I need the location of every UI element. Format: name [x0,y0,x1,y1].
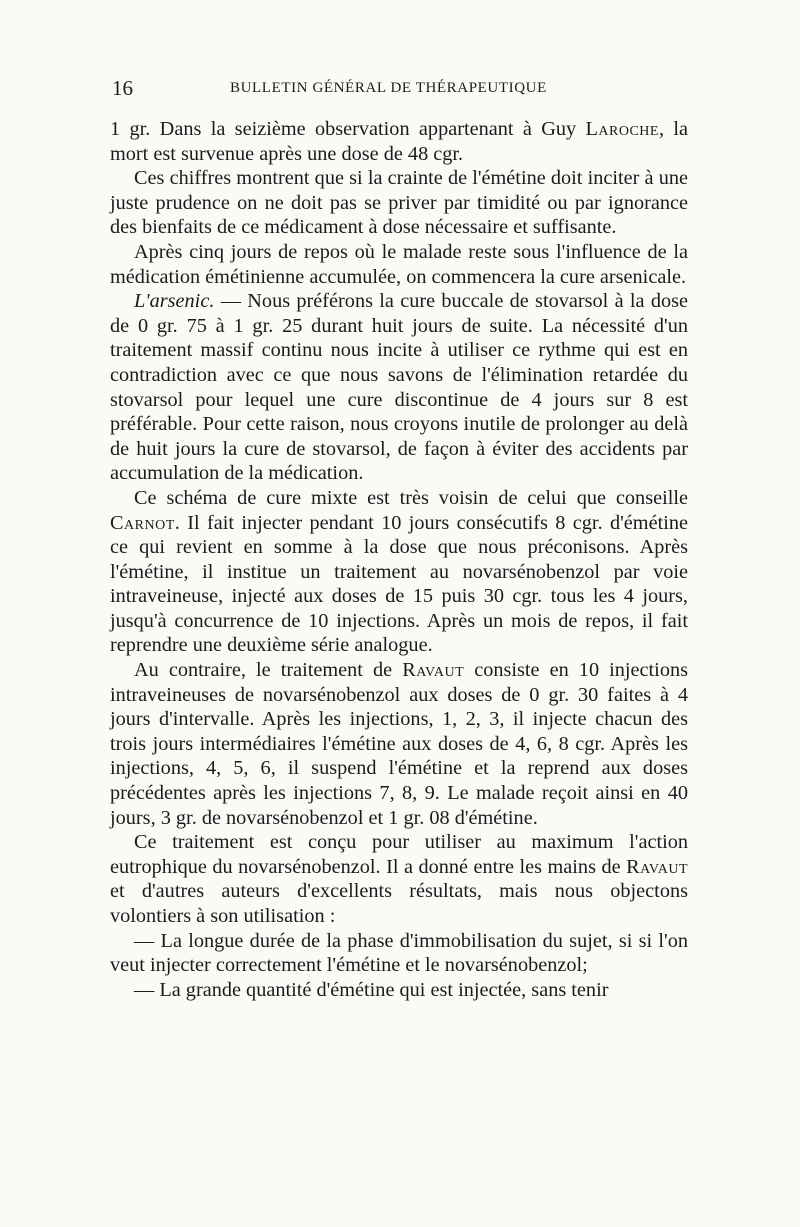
text-run: — Nous préférons la cure buccale de stovarsol à la dose de 0 gr. 75 à 1 gr. 25 durant huit jours de suite. La nécessité d'un traitement massif continu nous incite à utiliser ce rythme qui est en contradiction avec ce que nous savons de l'élimination retardée du stovarsol pour lequel une cure discontinue de 4 jours sur 8 est préférable. Pour cette raison, nous croyons inutile de prolonger au delà de huit jours la cure de stovarsol, de façon à éviter des accidents par accumulation de la médication. [110,290,688,485]
text-run: Au contraire, le traitement de [134,659,403,682]
text-run: consiste en 10 injections intraveineuses de novarsénobenzol aux doses de 0 gr. 30 faites à 4 jours d'intervalle. Après les injections, 1, 2, 3, il injecte chacun des trois jours intermédiaires l'émétine aux doses de 4, 6, 8 cgr. Après les injections, 4, 5, 6, il suspend l'émétine et la reprend aux doses précédentes après les injections 7, 8, 9. Le malade reçoit ainsi en 40 jours, 3 gr. de novarsénobenzol et 1 gr. 08 d'émétine. [110,659,688,829]
paragraph-4 [110,289,688,486]
text-run: — La grande quantité d'émétine qui est injectée, sans tenir [134,978,609,1001]
page-number: 16 [112,76,133,100]
text-run: et d'autres auteurs d'excellents résultats, mais nous objectons volontiers à son utilisation : [110,880,688,927]
text-run: — La longue durée de la phase d'immobilisation du sujet, si si l'on veut injecter correctement l'émétine et le novarsénobenzol; [110,929,688,977]
author-name: Ravaut [402,659,465,682]
text-run: 1 gr. Dans la seizième observation appartenant à Guy [110,118,586,140]
paragraph-7 [110,830,688,928]
text-run: Ces chiffres montrent que si la crainte de l'émétine doit inciter à une juste prudence on ne doit pas se priver par timidité ou par ignorance des bienfaits de ce médicament à dose nécessaire et suffisante. [110,167,688,239]
text-run: Ce schéma de cure mixte est très voisin de celui que conseille [134,486,688,509]
section-heading: L'arsenic. [134,290,215,313]
text-run: . Il fait injecter pendant 10 jours consécutifs 8 cgr. d'émétine ce qui revient en somme à la dose que nous préconisons. Après l'émétine, il institue un traitement au novarsénobenzol par voie intraveineuse, injecté aux doses de 15 puis 30 cgr. tous les 4 jours, jusqu'à concurrence de 10 injections. Après un mois de repos, il fait reprendre une deuxième série analogue. [110,511,688,657]
running-title: BULLETIN GÉNÉRAL DE THÉRAPEUTIQUE [230,80,547,96]
paragraph-8 [110,929,688,978]
paragraph-2 [110,166,688,240]
text-run: Ce traitement est conçu pour utiliser au maximum l'action eutrophique du novarsénobenzol. Il a donné entre les mains de [110,831,688,878]
paragraph-3 [110,240,688,289]
paragraph-6 [110,658,688,830]
paragraph-9 [110,978,688,1003]
paragraph-1 [110,117,688,166]
text-run: , la mort est survenue après une dose de 48 cgr. [110,118,689,165]
author-name: Laroche [585,118,659,140]
body-text [110,117,688,1002]
page-header [110,76,690,106]
author-name: Ravaut [626,855,688,878]
author-name: Carnot [110,511,175,534]
text-run: Après cinq jours de repos où le malade reste sous l'influence de la médication émétinienne accumulée, on commencera la cure arsenicale. [110,240,688,288]
paragraph-5 [110,486,688,658]
